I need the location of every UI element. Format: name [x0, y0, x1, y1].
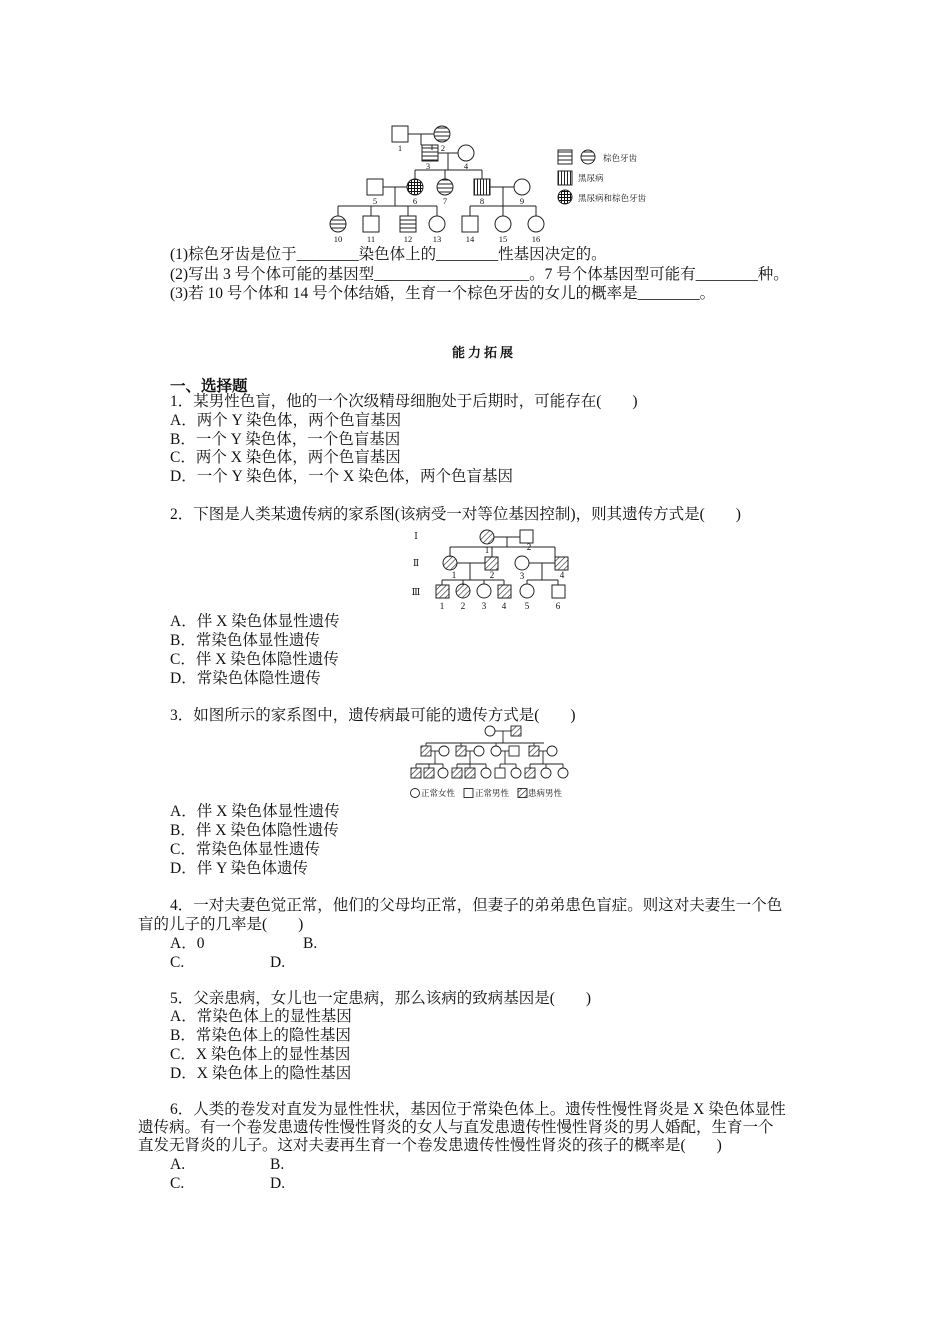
pedigree-number: 13 [432, 234, 442, 244]
option: D．常染色体隐性遗传 [170, 670, 321, 687]
pedigree-number: 2 [440, 143, 446, 153]
legend-label: 棕色牙齿 [603, 153, 638, 163]
question-stem: 2．下图是人类某遗传病的家系图(该病受一对等位基因控制)，则其遗传方式是( ) [170, 506, 741, 523]
option: A．伴 X 染色体显性遗传 [170, 613, 340, 630]
question-stem: 1．某男性色盲，他的一个次级精母细胞处于后期时，可能存在( ) [170, 393, 638, 410]
legend-label: 正常女性 [421, 788, 456, 798]
pedigree-figure-3 [406, 723, 578, 801]
question-stem: 4．一对夫妻色觉正常，他们的父母均正常，但妻子的弟弟患色盲症。则这对夫妻生一个色 [170, 897, 783, 914]
option: B. [303, 935, 318, 952]
option: A．常染色体上的显性基因 [170, 1008, 352, 1025]
pedigree-number: 4 [559, 570, 565, 580]
pedigree-number: 5 [524, 601, 530, 611]
pedigree-number: 2 [489, 570, 495, 580]
pedigree-number: 4 [501, 601, 507, 611]
pedigree-number: 11 [366, 234, 376, 244]
pedigree-number: 1 [439, 601, 445, 611]
pedigree-number: 10 [333, 234, 343, 244]
question-stem: 遗传病。有一个卷发患遗传性慢性肾炎的女人与直发患遗传性慢性肾炎的男人婚配，生育一个 [138, 1119, 774, 1136]
legend-label: 患病男性 [528, 788, 563, 798]
option: B．常染色体显性遗传 [170, 632, 320, 649]
option: C. [170, 1175, 185, 1192]
question-text: (3)若 10 号个体和 14 号个体结婚，生育一个棕色牙齿的女儿的概率是________。 [170, 285, 716, 302]
pedigree-number: 5 [372, 196, 378, 206]
generation-label: Ⅱ [412, 558, 420, 568]
pedigree-number: 2 [526, 542, 532, 552]
pedigree-number: 12 [403, 234, 413, 244]
question-stem: 6．人类的卷发对直发为显性性状，基因位于常染色体上。遗传性慢性肾炎是 X 染色体显性 [170, 1101, 786, 1118]
option: C．常染色体显性遗传 [170, 841, 320, 858]
legend-label: 黑尿病 [578, 173, 604, 183]
pedigree-number: 1 [451, 570, 457, 580]
generation-label: Ⅰ [414, 531, 418, 541]
pedigree-number: 15 [498, 234, 508, 244]
option: A．0 [170, 935, 205, 952]
pedigree-number: 3 [425, 161, 431, 171]
option: D. [270, 1175, 286, 1192]
subsection-title: 一、选择题 [170, 378, 248, 395]
pedigree-figure-1 [320, 118, 670, 246]
pedigree-number: 3 [481, 601, 487, 611]
pedigree-number: 6 [412, 196, 418, 206]
pedigree-number: 6 [555, 601, 561, 611]
legend-label: 黑尿病和棕色牙齿 [578, 193, 647, 203]
option: D．X 染色体上的隐性基因 [170, 1065, 352, 1082]
option: A．伴 X 染色体显性遗传 [170, 803, 340, 820]
option: C．伴 X 染色体隐性遗传 [170, 651, 339, 668]
question-text: (2)写出 3 号个体可能的基因型____________________。7 号个体基因型可能有________种。 [170, 266, 789, 283]
pedigree-figure-2 [410, 525, 582, 613]
option: B．一个 Y 染色体，一个色盲基因 [170, 431, 401, 448]
option: C. [170, 954, 185, 971]
pedigree-number: 3 [519, 571, 525, 581]
pedigree-number: 7 [442, 196, 448, 206]
option: C．X 染色体上的显性基因 [170, 1046, 351, 1063]
question-stem: 直发无肾炎的儿子。这对夫妻再生育一个卷发患遗传性慢性肾炎的孩子的概率是( ) [138, 1137, 722, 1154]
option: A. [170, 1156, 186, 1173]
question-stem: 盲的儿子的几率是( ) [138, 916, 304, 933]
generation-label: Ⅲ [411, 587, 421, 597]
pedigree-number: 1 [484, 545, 490, 555]
option: D．伴 Y 染色体遗传 [170, 860, 309, 877]
option: D．一个 Y 染色体，一个 X 染色体，两个色盲基因 [170, 468, 514, 485]
question-stem: 5．父亲患病，女儿也一定患病，那么该病的致病基因是( ) [170, 990, 592, 1007]
pedigree-number: 14 [465, 234, 475, 244]
question-text: (1)棕色牙齿是位于________染色体上的________性基因决定的。 [170, 246, 607, 263]
option: B．伴 X 染色体隐性遗传 [170, 822, 339, 839]
legend-label: 正常男性 [475, 788, 510, 798]
pedigree-number: 4 [463, 161, 469, 171]
pedigree-number: 9 [519, 196, 525, 206]
question-stem: 3．如图所示的家系图中，遗传病最可能的遗传方式是( ) [170, 707, 576, 724]
option: C．两个 X 染色体，两个色盲基因 [170, 449, 401, 466]
option: D. [270, 954, 286, 971]
pedigree-number: 2 [460, 601, 466, 611]
section-title: 能力拓展 [452, 345, 517, 360]
option: B. [270, 1156, 285, 1173]
option: B．常染色体上的隐性基因 [170, 1027, 351, 1044]
pedigree-number: 8 [479, 196, 485, 206]
option: A．两个 Y 染色体，两个色盲基因 [170, 412, 402, 429]
pedigree-number: 16 [531, 234, 541, 244]
pedigree-number: 1 [397, 143, 403, 153]
